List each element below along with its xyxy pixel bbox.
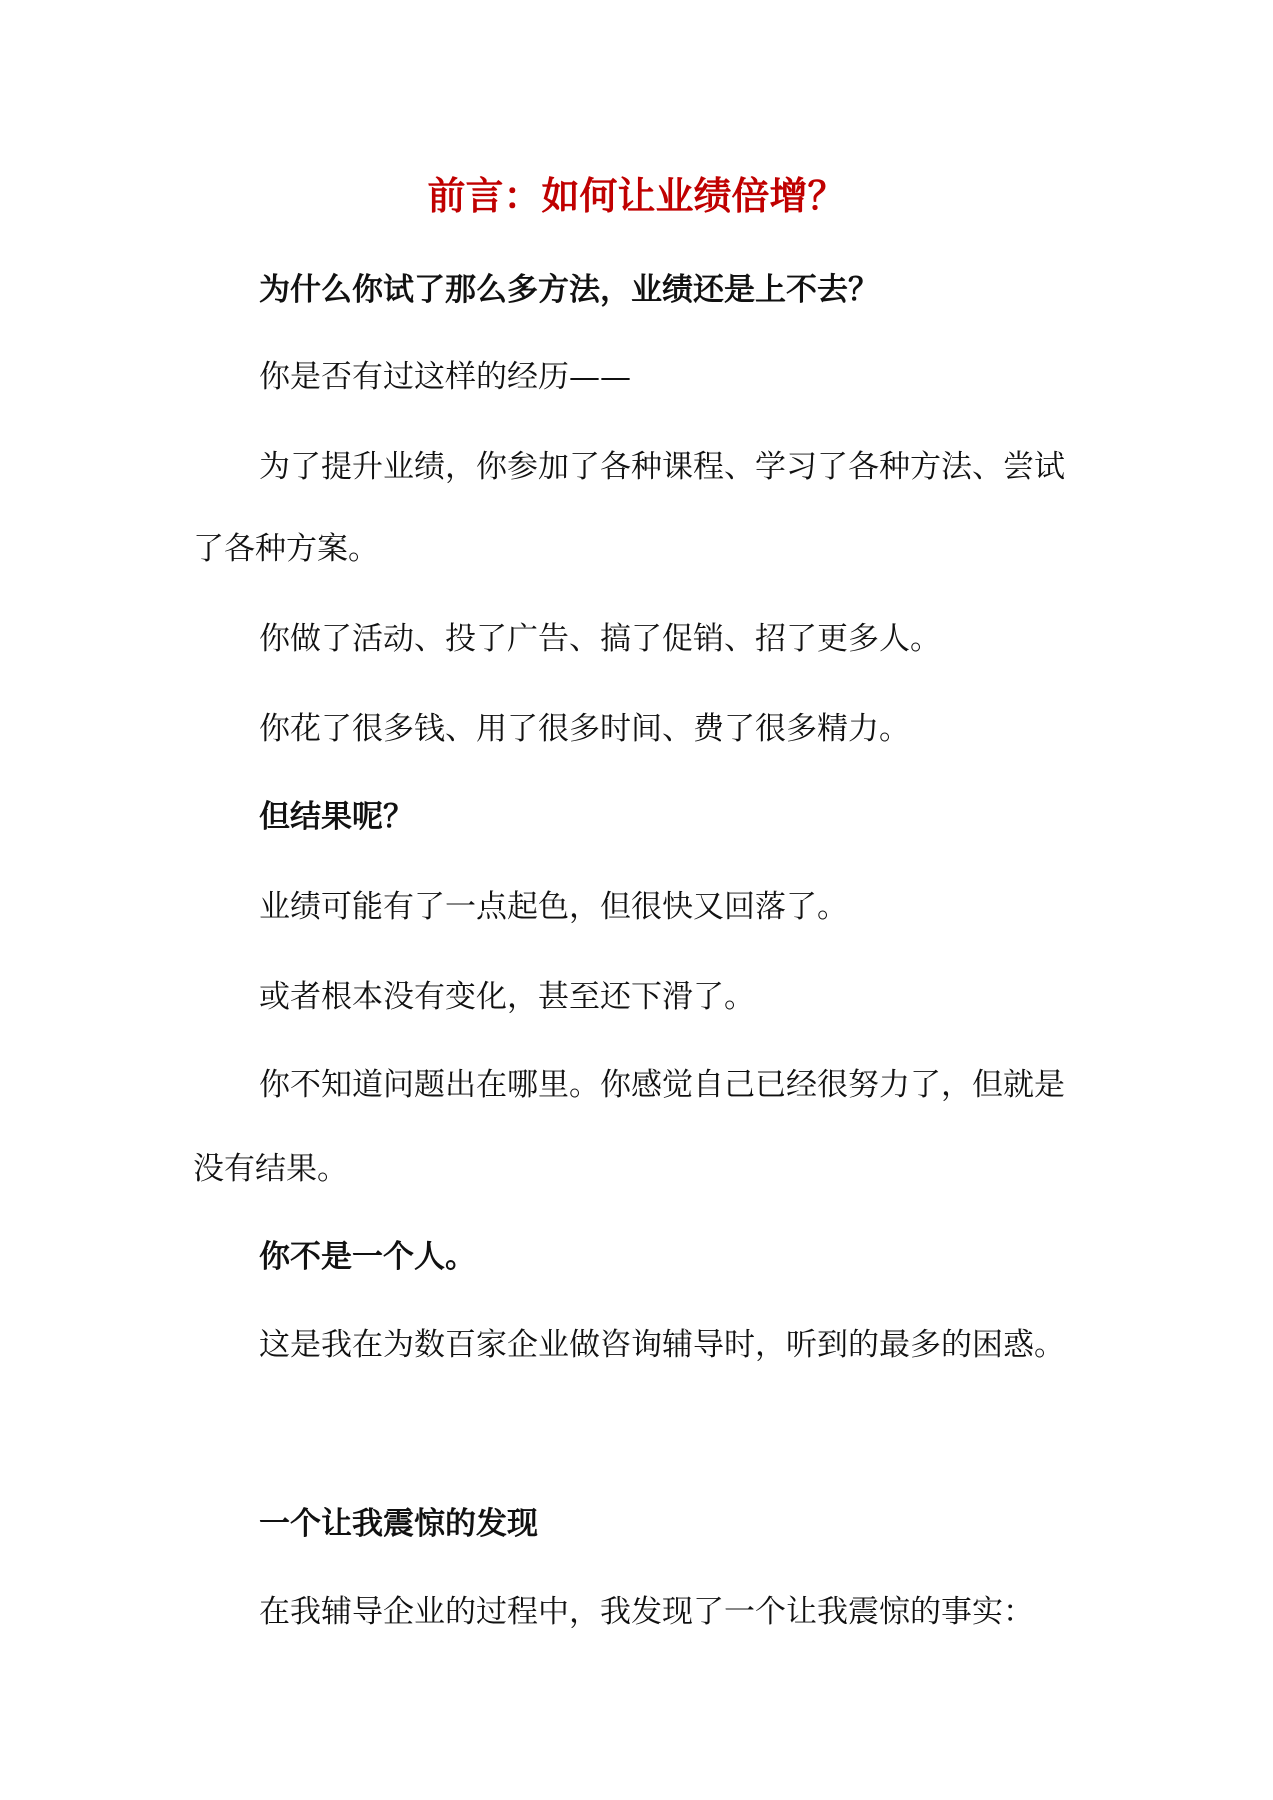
paragraph-experience: 你是否有过这样的经历—— (259, 359, 631, 395)
paragraph-confusion-line-2: 没有结果。 (193, 1151, 348, 1187)
paragraph-decline: 或者根本没有变化，甚至还下滑了。 (259, 979, 755, 1015)
section-heading-discovery: 一个让我震惊的发现 (259, 1506, 538, 1542)
paragraph-effort-line-2: 了各种方案。 (193, 531, 379, 567)
paragraph-rebound: 业绩可能有了一点起色，但很快又回落了。 (259, 889, 848, 925)
heading-why: 为什么你试了那么多方法，业绩还是上不去？ (259, 272, 879, 308)
paragraph-actions: 你做了活动、投了广告、搞了促销、招了更多人。 (259, 621, 941, 657)
paragraph-costs: 你花了很多钱、用了很多时间、费了很多精力。 (259, 711, 910, 747)
paragraph-confusion-line-1: 你不知道问题出在哪里。你感觉自己已经很努力了，但就是 (259, 1067, 1065, 1103)
heading-not-alone: 你不是一个人。 (259, 1239, 476, 1275)
paragraph-discovery: 在我辅导企业的过程中，我发现了一个让我震惊的事实： (259, 1594, 1034, 1630)
paragraph-consulting: 这是我在为数百家企业做咨询辅导时，听到的最多的困惑。 (259, 1327, 1065, 1363)
heading-result: 但结果呢？ (259, 799, 414, 835)
paragraph-effort-line-1: 为了提升业绩，你参加了各种课程、学习了各种方法、尝试 (259, 449, 1065, 485)
page-title: 前言：如何让业绩倍增？ (427, 173, 846, 218)
